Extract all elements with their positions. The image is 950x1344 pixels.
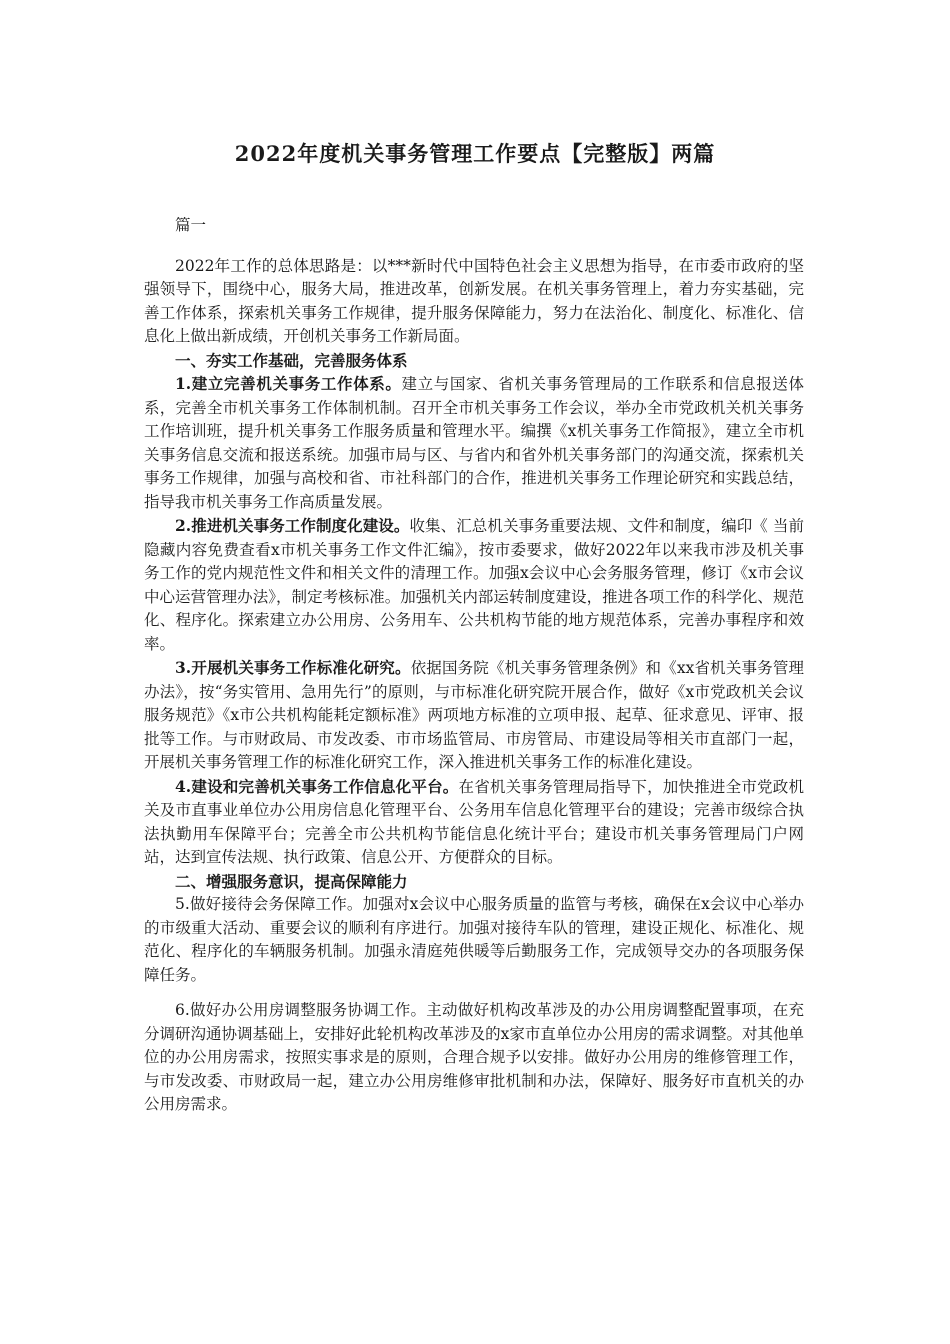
- item-body: 收集、汇总机关事务重要法规、文件和制度，编印《 当前隐藏内容免费查看x市机关事务工作文件汇编》，按市委要求，做好2022年以来我市涉及机关事务工作的党内规范性文件和相关文件的清理工作。加强x会议中心会务服务管理，修订《x市会议中心运营管理办法》，制定考核标准。加强机关内部运转制度建设，推进各项工作的科学化、规范化、程序化。探索建立办公用房、公务用车、公共机构节能的地方规范体系，完善办事程序和效率。: [144, 517, 804, 653]
- document-body: [144, 214, 804, 1117]
- list-item-5: 5.做好接待会务保障工作。加强对x会议中心服务质量的监管与考核，确保在x会议中心举办的市级重大活动、重要会议的顺利有序进行。加强对接待车队的管理，建设正规化、标准化、规范化、程序化的车辆服务机制。加强永清庭苑供暖等后勤服务工作，完成领导交办的各项服务保障任务。: [144, 895, 804, 984]
- item-lead: 3.开展机关事务工作标准化研究。: [175, 658, 411, 677]
- list-item-6: 6.做好办公用房调整服务协调工作。主动做好机构改革涉及的办公用房调整配置事项，在充分调研沟通协调基础上，安排好此轮机构改革涉及的x家市直单位办公用房的需求调整。对其他单位的办公用房需求，按照实事求是的原则，合理合规予以安排。做好办公用房的维修管理工作，与市发改委、市财政局一起，建立办公用房维修审批机制和办法，保障好、服务好市直机关的办公用房需求。: [144, 1001, 804, 1113]
- item-body: 依据国务院《机关事务管理条例》和《xx省机关事务管理办法》，按“务实管用、急用先行”的原则，与市标准化研究院开展合作，做好《x市党政机关会议服务规范》《x市公共机构能耗定额标准》两项地方标准的立项申报、起草、征求意见、评审、报批等工作。与市财政局、市发改委、市市场监管局、市房管局、市建设局等相关市直部门一起，开展机关事务管理工作的标准化研究工作，深入推进机关事务工作的标准化建设。: [144, 659, 804, 771]
- part-label: 篇一: [175, 216, 207, 234]
- item-body: 建立与国家、省机关事务管理局的工作联系和信息报送体系，完善全市机关事务工作体制机制。召开全市机关事务工作会议，举办全市党政机关机关事务工作培训班，提升机关事务工作服务质量和管理水平。编撰《x机关事务工作简报》，建立全市机关事务信息交流和报送系统。加强市局与区、与省内和省外机关事务部门的沟通交流，探索机关事务工作规律，加强与高校和省、市社科部门的合作，推进机关事务工作理论研究和实践总结，指导我市机关事务工作高质量发展。: [144, 375, 804, 511]
- section-heading-1: 一、夯实工作基础，完善服务体系: [175, 350, 408, 370]
- list-item: [144, 656, 804, 775]
- item-lead: 1.建立完善机关事务工作体系。: [175, 374, 402, 393]
- list-item: [144, 372, 804, 514]
- section-heading-2: 二、增强服务意识，提高保障能力: [175, 871, 408, 891]
- item-body: 在省机关事务管理局指导下，加快推进全市党政机关及市直事业单位办公用房信息化管理平台、公务用车信息化管理平台的建设；完善市级综合执法执勤用车保障平台；完善全市公共机构节能信息化统计平台；建设市机关事务管理局门户网站，达到宣传法规、执行政策、信息公开、方便群众的目标。: [144, 777, 804, 866]
- intro-paragraph: 2022年工作的总体思路是：以***新时代中国特色社会主义思想为指导，在市委市政府的坚强领导下，围绕中心，服务大局，推进改革，创新发展。在机关事务管理上，着力夯实基础，完善工作体系，探索机关事务工作规律，提升服务保障能力，努力在法治化、制度化、标准化、信息化上做出新成绩，开创机关事务工作新局面。: [144, 256, 804, 345]
- document-title: 2022年度机关事务管理工作要点【完整版】两篇: [234, 141, 716, 166]
- list-item: [144, 514, 804, 656]
- item-lead: 4.建设和完善机关事务工作信息化平台。: [175, 776, 459, 796]
- item-lead: 2.推进机关事务工作制度化建设。: [175, 516, 410, 535]
- list-item: [144, 775, 804, 870]
